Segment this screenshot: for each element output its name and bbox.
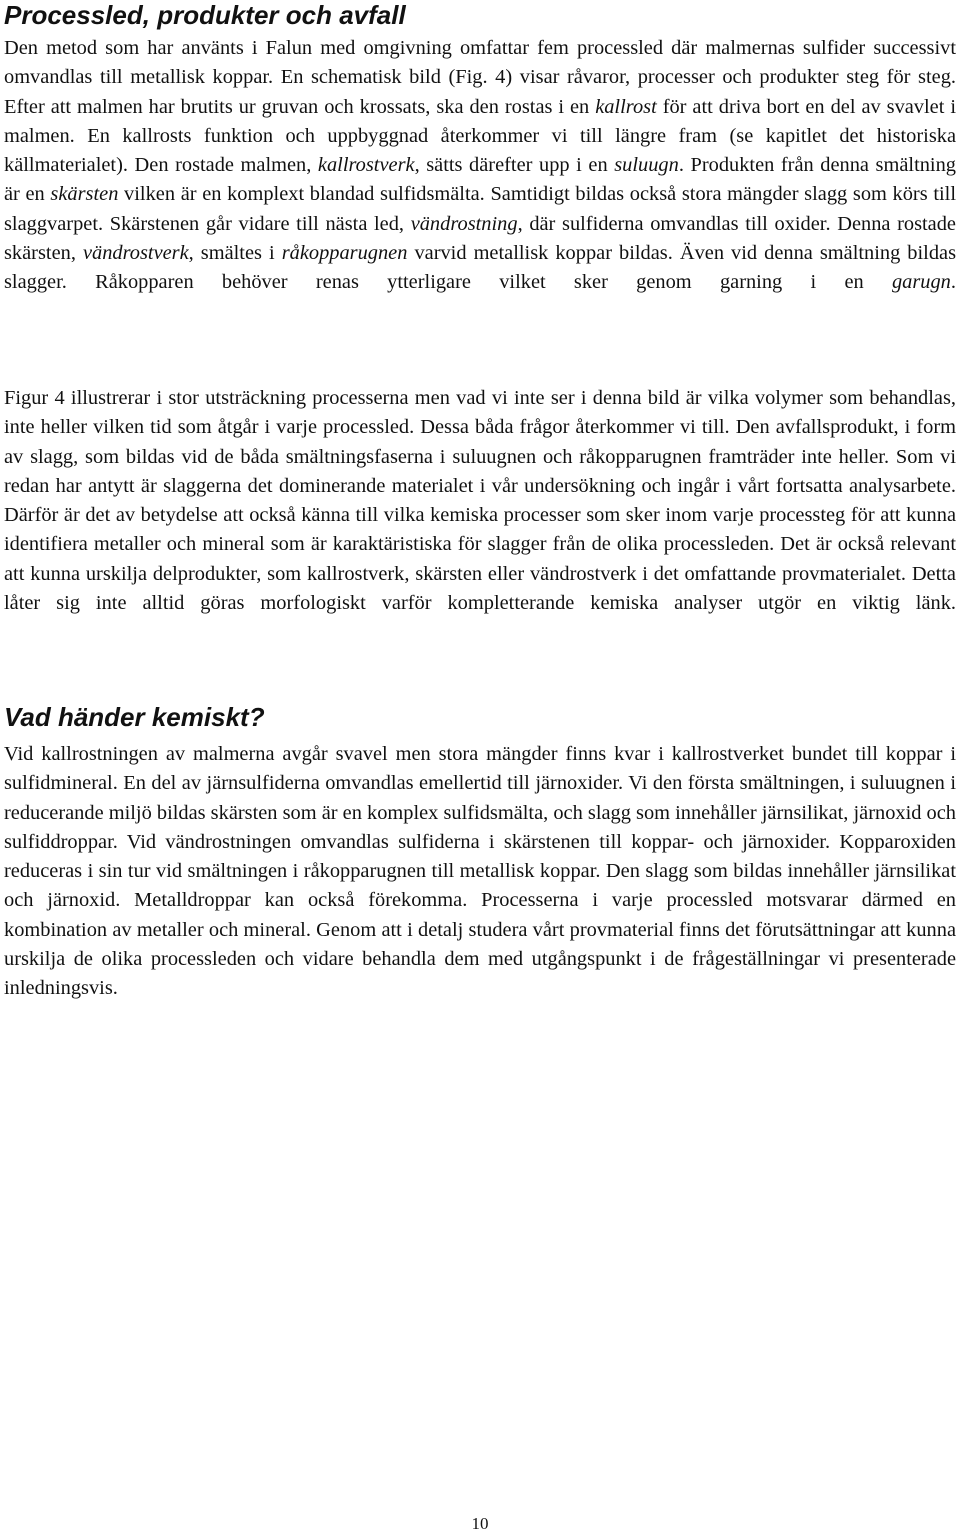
- italic-term: kallrost: [595, 95, 657, 118]
- text-run: vilken är en komplext blandad sulfidsmälta. Samtidigt bildas också stora mängder slagg som körs till slaggvarpet. Skärstenen går vidare till nästa led,: [4, 183, 956, 235]
- italic-term: råkopparugnen: [281, 242, 408, 265]
- text-run: för att driva bort en del av svavlet i malmen. En kallrosts funktion och uppbyggnad återkommer vi till längre fram (se kapitlet det historiska källmaterialet). Den rostade malmen,: [4, 95, 957, 177]
- paragraph-figur-4: Figur 4 illustrerar i stor utsträckning processerna men vad vi inte ser i denna bild är vilka volymer som behandlas, inte heller vilken tid som åtgår i varje processled. Dessa båda frågor återkommer vi till. Den avfallsprodukt, i form av slagg, som bildas vid de båda smältningsfaserna i suluugnen och råkopparugnen framträder inte heller. Som vi redan har antytt är slaggerna det dominerande materialet i vår undersökning och ingår i vårt fortsatta analysarbete. Därför är det av betydelse att också känna till vilka kemiska processer som sker inom varje processteg för att kunna identifiera metaller och mineral som är karaktäristiska för slagger från de olika processleden. Det är också relevant att kunna urskilja delprodukter, som kallrostverk, skärsten eller vändrostverk i det omfattande provmaterialet. Detta låter sig inte alltid göras morfologiskt varför kompletterande kemiska analyser utgör en viktig länk.: [4, 387, 956, 615]
- italic-term: skärsten: [50, 183, 119, 206]
- text-run: , smältes i: [188, 242, 282, 265]
- page-number: 10: [471, 1514, 489, 1533]
- text-run: .: [950, 271, 956, 294]
- text-run: Den metod som har använts i Falun med omgivning omfattar fem processled där malmernas sulfider successivt omvandlas till metallisk koppar. En schematisk bild (Fig. 4) visar råvaror, processer och produkter steg för steg. Efter att malmen har brutits ur gruvan och krossats, ska den rostas i en: [4, 37, 956, 118]
- italic-term: garugn: [891, 271, 951, 294]
- text-run: , där sulfiderna omvandlas till oxider. Denna rostade skärsten,: [4, 212, 956, 265]
- italic-term: vändrostning: [410, 212, 518, 235]
- italic-term: kallrostverk: [317, 154, 415, 177]
- section-heading-processled: Processled, produkter och avfall: [4, 0, 406, 30]
- document-page: [4, 0, 956, 1537]
- italic-term: suluugn: [614, 154, 679, 177]
- section-heading-vad-hander-kemiskt: Vad händer kemiskt?: [4, 702, 265, 732]
- text-run: , sätts därefter upp i en: [414, 154, 615, 177]
- paragraph-vad-hander-kemiskt: Vid kallrostningen av malmerna avgår svavel men stora mängder finns kvar i kallrostverket bundet till koppar i sulfidmineral. En del av järnsulfiderna omvandlas emellertid till järnoxider. Vi den första smältningen, i suluugnen i reducerande miljö bildas skärsten som är en komplex sulfidsmälta, och slagg som innehåller järnsilikat, järnoxid och sulfiddroppar. Vid vändrostningen omvandlas sulfiderna i skärstenen till koppar- och järnoxider. Kopparoxiden reduceras i sin tur vid smältningen i råkopparugnen till metallisk koppar. Den slagg som bildas innehåller järnsilikat och järnoxid. Metalldroppar kan också förekomma. Processerna i varje processled motsvarar därmed en kombination av metaller och mineral. Genom att i detalj studera vårt provmaterial finns det förutsättningar att kunna urskilja de olika processleden och vidare behandla dem med utgångspunkt i de frågeställningar vi presenterade inledningsvis.: [4, 743, 956, 1000]
- text-run: varvid metallisk koppar bildas. Även vid denna smältning bildas slagger. Råkopparen behöver renas ytterligare vilket sker genom garning i en: [4, 242, 957, 294]
- italic-term: vändrostverk: [82, 242, 189, 265]
- paragraph-processled: [4, 34, 956, 327]
- text-run: . Produkten från denna smältning är en: [4, 154, 956, 206]
